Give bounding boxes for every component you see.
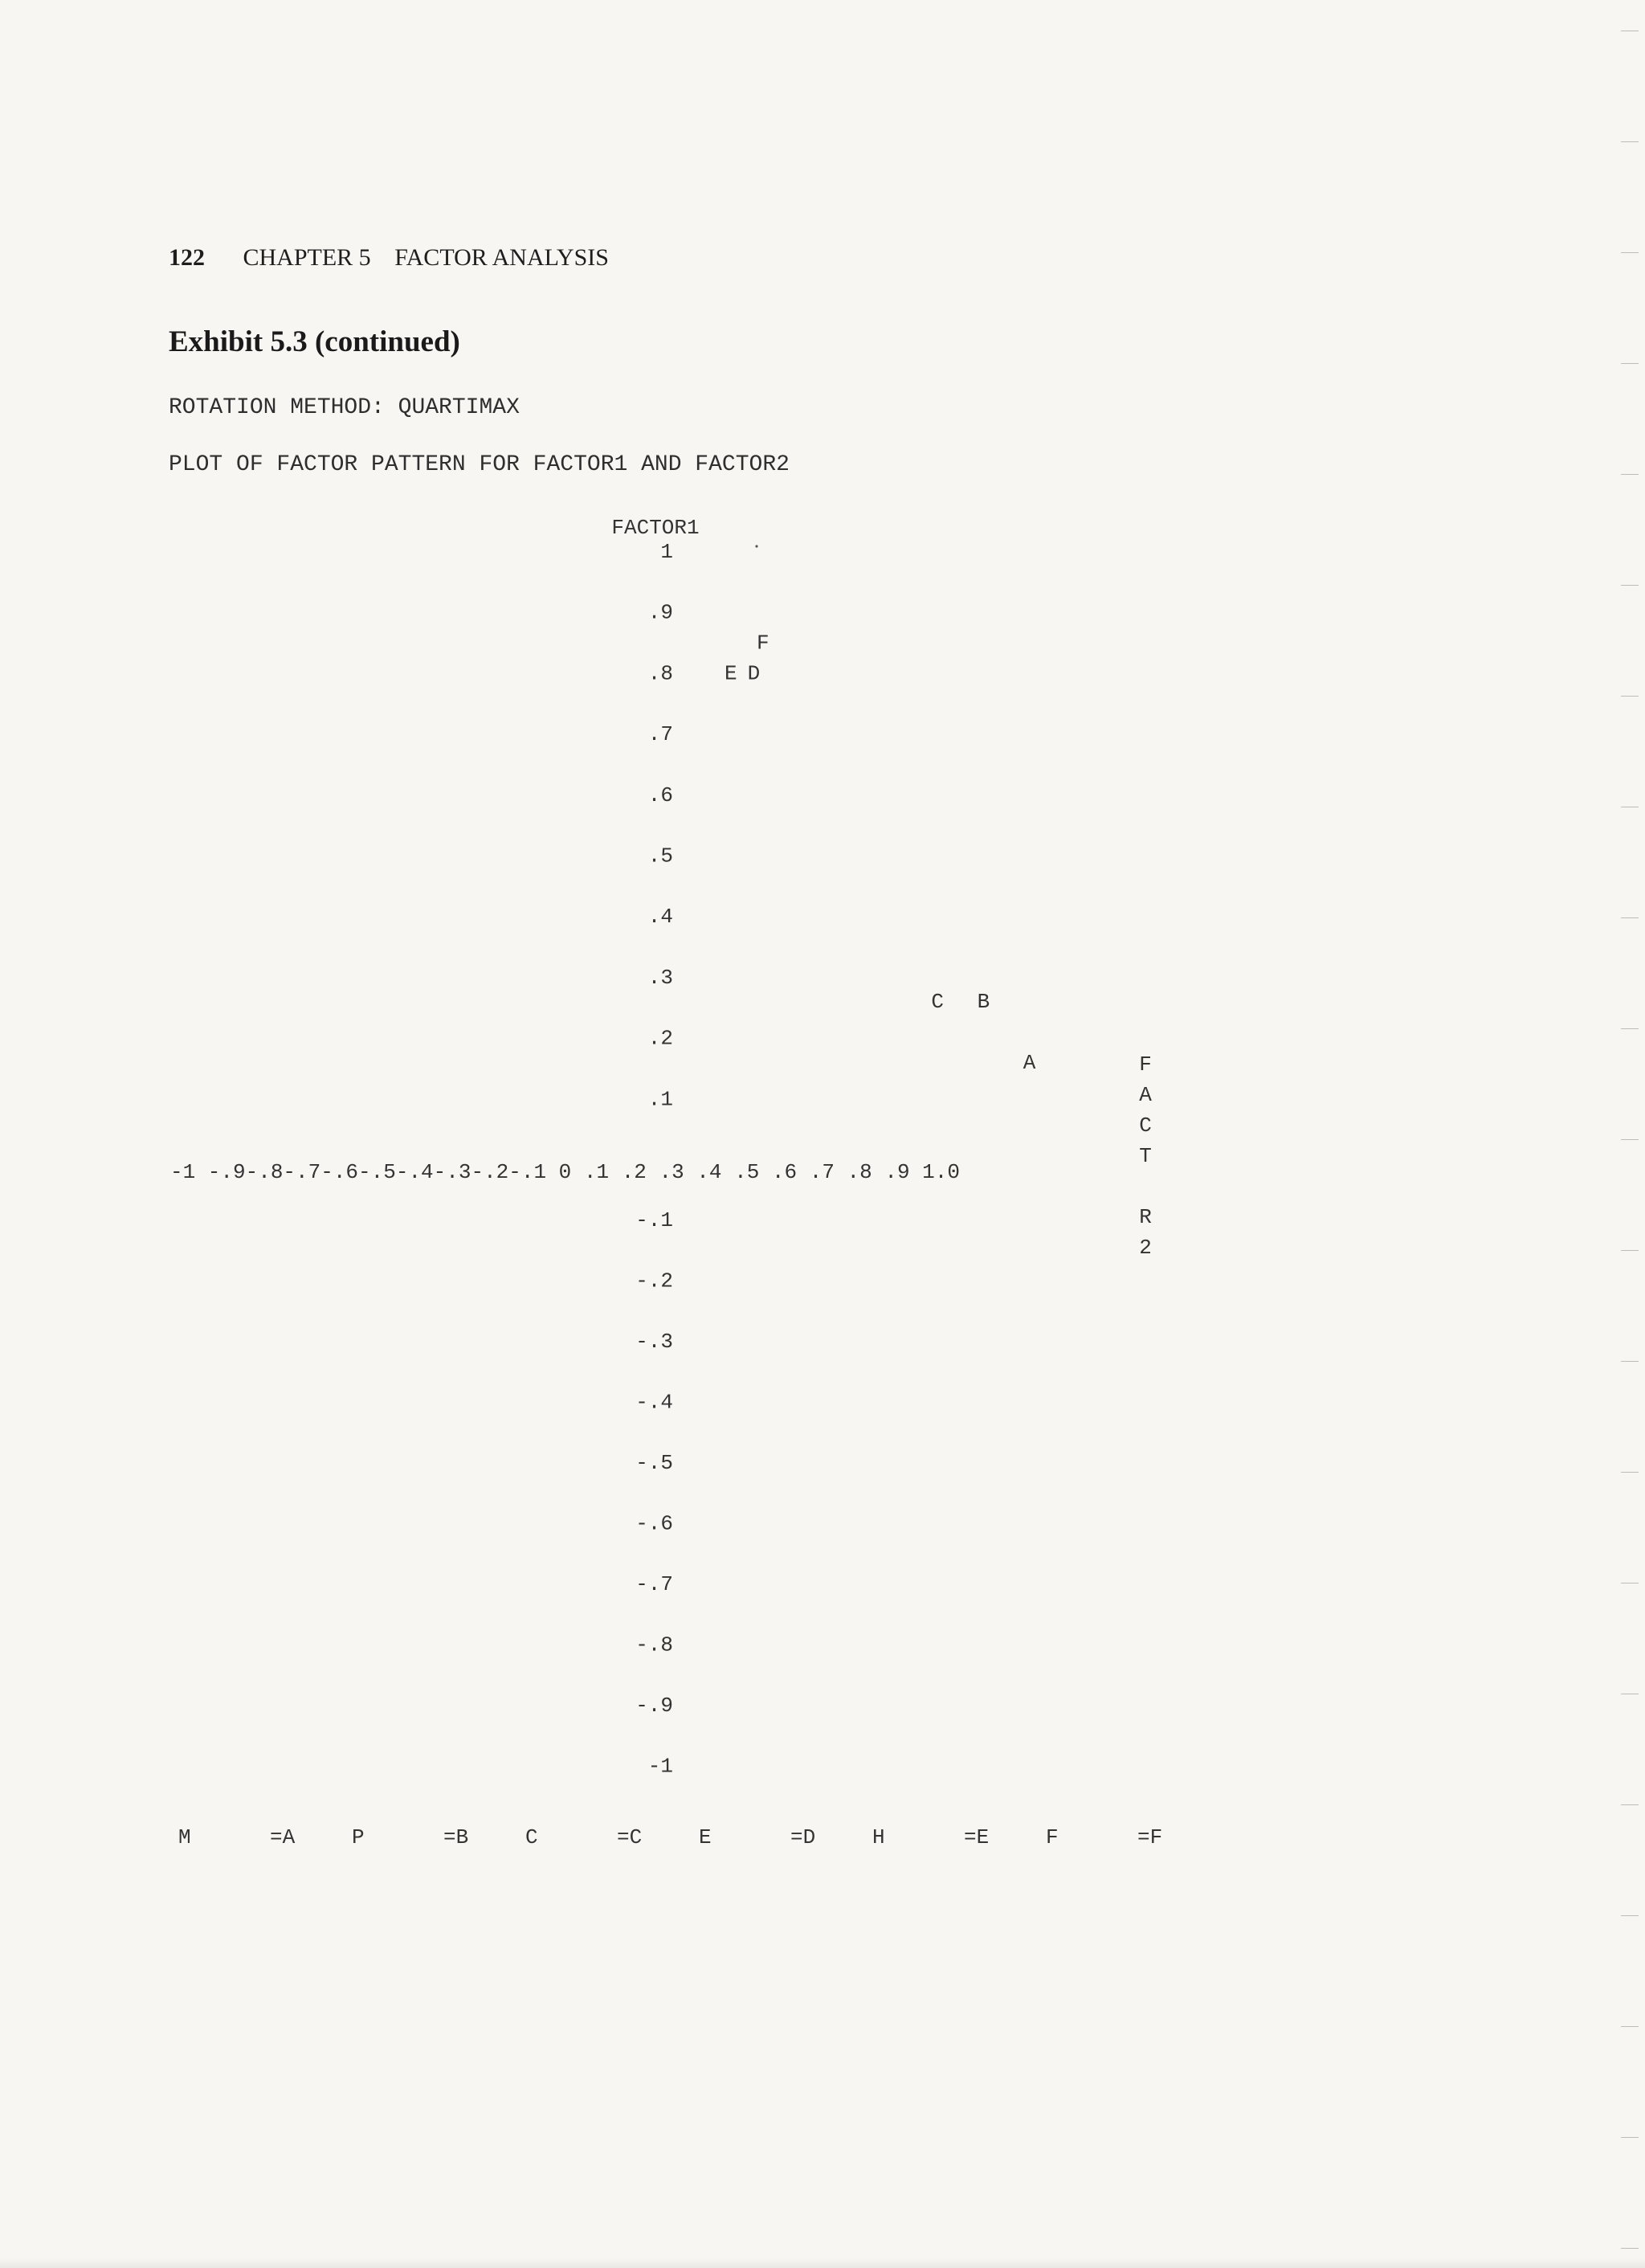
x-axis-title-letter: F — [1139, 1052, 1152, 1077]
legend-variable: E — [699, 1825, 712, 1849]
y-tick-label: -.2 — [635, 1269, 673, 1293]
margin-ruling — [1603, 0, 1645, 2268]
y-tick-label: -1 — [647, 1754, 673, 1779]
y-tick-label: .8 — [647, 661, 673, 686]
legend-variable: H — [872, 1825, 885, 1849]
rotation-method: ROTATION METHOD: QUARTIMAX — [169, 395, 520, 420]
y-tick-label: .6 — [647, 783, 673, 807]
y-tick-label: .1 — [647, 1087, 673, 1112]
legend-code: =E — [964, 1825, 990, 1849]
legend-variable: M — [178, 1825, 191, 1849]
ruling-mark — [1621, 1583, 1639, 1584]
y-tick-label: .5 — [647, 844, 673, 868]
ruling-mark — [1621, 2026, 1639, 2027]
ruling-mark — [1621, 474, 1639, 475]
exhibit-title: Exhibit 5.3 (continued) — [169, 325, 460, 358]
legend-variable: C — [525, 1825, 538, 1849]
y-tick-label: -.6 — [635, 1511, 673, 1536]
y-tick-label: .7 — [647, 722, 673, 747]
ruling-mark — [1621, 2137, 1639, 2138]
chapter-label: CHAPTER 5 — [243, 244, 371, 271]
legend-code: =B — [443, 1825, 469, 1849]
data-point-C: C — [931, 990, 945, 1015]
x-axis-title-letter: A — [1139, 1083, 1152, 1107]
y-tick-label: -.4 — [635, 1390, 673, 1415]
section-label: FACTOR ANALYSIS — [394, 244, 609, 271]
legend-code: =D — [790, 1825, 816, 1849]
x-axis-title-letter: 2 — [1139, 1236, 1152, 1260]
legend-code: =C — [617, 1825, 643, 1849]
y-tick-label: -.3 — [635, 1330, 673, 1354]
data-point-B: B — [977, 990, 990, 1015]
x-axis-tick-labels: -1 -.9-.8-.7-.6-.5-.4-.3-.2-.1 0 .1 .2 .3 .4 .5 .6 .7 .8 .9 1.0 — [170, 1160, 960, 1184]
legend-code: =F — [1137, 1825, 1163, 1849]
y-tick-label: -.9 — [635, 1694, 673, 1718]
y-axis-title: FACTOR1 — [611, 516, 700, 540]
ruling-mark — [1621, 696, 1639, 697]
y-tick-label: .2 — [647, 1026, 673, 1051]
y-tick-label: -.5 — [635, 1451, 673, 1475]
ruling-mark — [1621, 585, 1639, 586]
ruling-mark — [1621, 363, 1639, 364]
ruling-mark — [1621, 141, 1639, 142]
data-point-A: A — [1023, 1050, 1036, 1075]
data-point-D: D — [747, 661, 761, 686]
x-axis-title-letter: R — [1139, 1205, 1152, 1229]
legend-variable: F — [1046, 1825, 1059, 1849]
ruling-mark — [1621, 1804, 1639, 1805]
page-edge — [0, 2258, 1645, 2268]
legend-code: =A — [270, 1825, 296, 1849]
page-number: 122 — [169, 244, 205, 271]
legend-variable: P — [352, 1825, 365, 1849]
y-tick-label: -.1 — [635, 1208, 673, 1232]
ruling-mark — [1621, 1361, 1639, 1362]
ruling-mark — [1621, 252, 1639, 253]
y-tick-label: 1 — [660, 540, 673, 564]
y-tick-label: .4 — [647, 905, 673, 930]
ruling-mark — [1621, 1250, 1639, 1251]
ruling-mark — [1621, 1028, 1639, 1029]
data-point-F: F — [757, 631, 769, 656]
plot-title: PLOT OF FACTOR PATTERN FOR FACTOR1 AND FACTOR2 — [169, 452, 790, 477]
ruling-mark — [1621, 1139, 1639, 1140]
y-tick-label: .9 — [647, 600, 673, 625]
y-tick-label: -.7 — [635, 1572, 673, 1596]
ruling-mark — [1621, 1472, 1639, 1473]
ruling-mark — [1621, 2248, 1639, 2249]
x-axis-title-letter: T — [1139, 1144, 1152, 1168]
y-tick-label: -.8 — [635, 1633, 673, 1657]
ruling-mark — [1621, 917, 1639, 918]
print-speck — [755, 545, 757, 547]
x-axis-title-letter: C — [1139, 1114, 1152, 1138]
data-point-E: E — [724, 661, 737, 686]
y-tick-label: .3 — [647, 965, 673, 990]
ruling-mark — [1621, 1915, 1639, 1916]
